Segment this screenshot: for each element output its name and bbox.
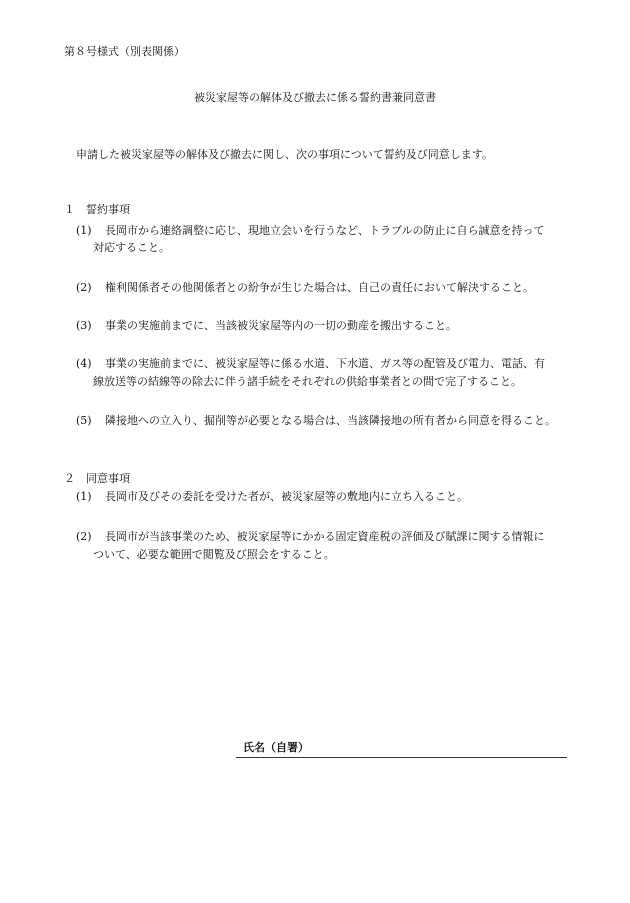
item-text: 権利関係者その他関係者との紛争が生じた場合は、自己の責任において解決すること。: [105, 281, 534, 294]
item-text: 隣接地への立入り、掘削等が必要となる場合は、当該隣接地の所有者から同意を得ること。: [105, 414, 556, 427]
item-number: (1): [76, 224, 92, 237]
item-number: (1): [76, 490, 92, 503]
document-title: 被災家屋等の解体及び撤去に係る誓約書兼同意書: [194, 91, 436, 104]
item-text: 事業の実施前までに、当該被災家屋等内の一切の動産を搬出すること。: [105, 319, 457, 332]
preamble-text: 申請した被災家屋等の解体及び撤去に関し、次の事項について誓約及び同意します。: [76, 148, 493, 161]
item-number: (5): [76, 414, 92, 427]
item-number: (3): [76, 319, 92, 332]
item-number: (2): [76, 281, 92, 294]
signature-label: 氏名（自署）: [243, 741, 309, 754]
item-number: (4): [76, 357, 92, 370]
signature-line[interactable]: [236, 757, 567, 758]
item-text-continued: ついて、必要な範囲で閲覧及び照会をすること。: [93, 548, 335, 561]
item-text: 長岡市から連絡調整に応じ、現地立会いを行うなど、トラブルの防止に自ら誠意を持って: [105, 224, 545, 237]
item-text-continued: 線放送等の結線等の除去に伴う諸手続をそれぞれの供給事業者との間で完了すること。: [93, 375, 522, 388]
section-heading-consent: ２ 同意事項: [64, 472, 130, 485]
item-text: 事業の実施前までに、被災家屋等に係る水道、下水道、ガス等の配管及び電力、電話、有: [105, 357, 545, 370]
item-text-continued: 対応すること。: [93, 241, 170, 254]
item-text: 長岡市が当該事業のため、被災家屋等にかかる固定資産税の評価及び賦課に関する情報に: [105, 530, 545, 543]
form-label: 第８号様式（別表関係）: [64, 45, 185, 58]
item-number: (2): [76, 530, 92, 543]
item-text: 長岡市及びその委託を受けた者が、被災家屋等の敷地内に立ち入ること。: [105, 490, 468, 503]
section-heading-pledge: １ 誓約事項: [64, 203, 130, 216]
